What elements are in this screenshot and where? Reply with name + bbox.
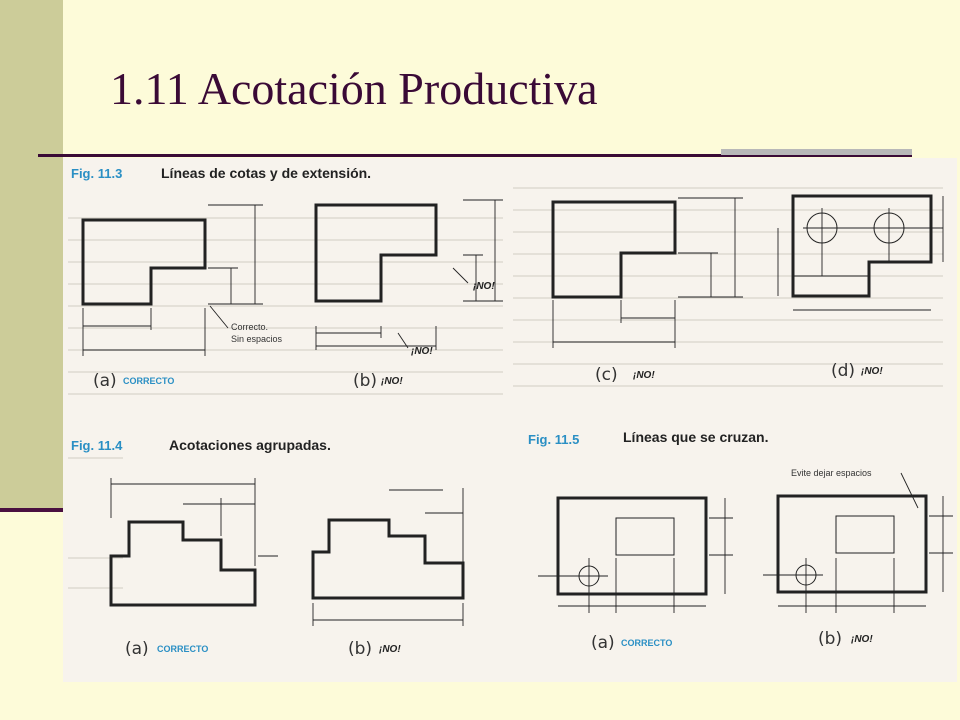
fig-11-5-b-letter: (b)	[818, 629, 843, 649]
fig-11-3-a-note-correcto: Correcto.	[231, 322, 269, 332]
fig-11-3-b-callout-1: ¡NO!	[473, 281, 495, 292]
fig-11-5-panel-b	[763, 468, 953, 649]
fig-11-3-b-tag: ¡NO!	[381, 376, 403, 387]
fig-11-5-a-letter: (a)	[591, 633, 615, 653]
bleed-through-text	[68, 188, 943, 588]
fig-11-3-a-tag: CORRECTO	[123, 376, 175, 386]
scanned-figure-image	[63, 158, 957, 682]
fig-11-4-panel-a	[111, 478, 278, 659]
fig-11-5-panel-a	[538, 498, 733, 653]
fig-11-4-b-letter: (b)	[348, 639, 373, 659]
fig-11-3-a-note-sin-espacios: Sin espacios	[231, 334, 283, 344]
fig-11-4-label: Fig. 11.4	[71, 438, 123, 453]
fig-11-3-c-tag: ¡NO!	[633, 370, 655, 381]
side-accent-bar	[0, 0, 63, 510]
fig-11-3-panel-c	[553, 198, 743, 385]
fig-11-3-d-letter: (d)	[831, 361, 856, 381]
slide-title: 1.11 Acotación Productiva	[110, 63, 598, 114]
fig-11-4-caption: Acotaciones agrupadas.	[169, 437, 331, 453]
fig-11-5-label: Fig. 11.5	[528, 432, 580, 447]
fig-11-3-label: Fig. 11.3	[71, 166, 123, 181]
fig-11-3-b-letter: (b)	[353, 371, 378, 391]
figure-drawing	[63, 158, 957, 682]
fig-11-3-b-callout-2: ¡NO!	[411, 346, 433, 357]
fig-11-3-panel-b	[316, 200, 503, 391]
fig-11-5-b-note: Evite dejar espacios	[791, 468, 872, 478]
side-accent-line	[0, 508, 63, 512]
fig-11-4-b-tag: ¡NO!	[379, 644, 401, 655]
fig-11-3-c-letter: (c)	[595, 365, 618, 385]
fig-11-5-a-tag: CORRECTO	[621, 638, 673, 648]
fig-11-4-a-tag: CORRECTO	[157, 644, 209, 654]
title-gray-accent	[721, 149, 912, 155]
fig-11-3-panel-a	[83, 205, 283, 391]
fig-11-4-a-letter: (a)	[125, 639, 149, 659]
fig-11-3-d-tag: ¡NO!	[861, 366, 883, 377]
fig-11-3-a-letter: (a)	[93, 371, 117, 391]
fig-11-5-caption: Líneas que se cruzan.	[623, 429, 769, 445]
fig-11-4-panel-b	[313, 488, 463, 659]
fig-11-5-b-tag: ¡NO!	[851, 634, 873, 645]
fig-11-3-panel-d	[778, 196, 943, 381]
fig-11-3-caption: Líneas de cotas y de extensión.	[161, 165, 372, 181]
